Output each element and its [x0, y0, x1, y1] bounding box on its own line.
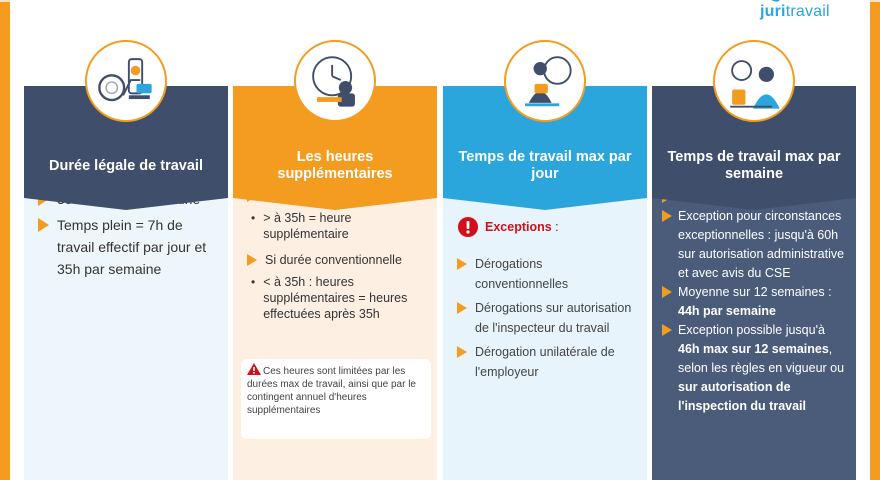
- bullet-arrow-icon: [662, 324, 672, 336]
- list-item: [457, 342, 635, 382]
- column-title: Temps de travail max par semaine: [667, 149, 841, 182]
- list-item: [662, 283, 848, 321]
- item-text-part: , selon les règles en vigueur ou: [678, 342, 845, 375]
- item-text: [678, 283, 848, 321]
- list-item: [457, 298, 635, 338]
- item-text: Temps plein = 7h de travail effectif par jour et 35h par semaine: [57, 217, 207, 277]
- bullet-arrow-icon: [38, 218, 49, 232]
- bullet-arrow-icon: [247, 254, 257, 266]
- body-max-daily: [443, 174, 647, 480]
- item-text-part: Exception possible jusqu'à: [678, 323, 825, 337]
- exceptions-colon: :: [551, 220, 559, 234]
- bullet-arrow-icon: [457, 346, 467, 358]
- item-text: Dérogations sur autorisation de l'inspecteur du travail: [475, 301, 632, 335]
- exclamation-icon: [457, 216, 479, 238]
- exceptions-label: [485, 220, 559, 234]
- item-text: < à 35h : heures supplémentaires = heures effectuées après 35h: [263, 275, 408, 321]
- warning-note-text: Ces heures sont limitées par les durées max de travail, ainsi que par le contingent annuel d'heures supplémentaires: [247, 366, 416, 416]
- sub-list-item: [247, 210, 425, 242]
- column-max-weekly: [652, 40, 856, 480]
- item-text: Dérogation unilatérale de l'employeur: [475, 345, 615, 379]
- exceptions-heading: [457, 216, 635, 238]
- logo-text: [760, 3, 830, 21]
- warning-note: [241, 359, 431, 439]
- item-text: Si durée conventionnelle: [265, 253, 402, 267]
- exceptions-label-text: Exceptions: [485, 220, 552, 234]
- bullet-dot-icon: •: [251, 275, 256, 289]
- clock-overwork-icon: [294, 40, 376, 122]
- item-text-bold: 46h max sur 12 semaines: [678, 342, 829, 356]
- clock-desk-person-icon: [713, 40, 795, 122]
- item-text: [678, 321, 848, 416]
- bullet-arrow-icon: [457, 302, 467, 314]
- logo-text-bold: juri: [760, 3, 786, 20]
- bicycle-person-laptop-icon: [85, 40, 167, 122]
- column-title: Les heures supplémentaires: [277, 149, 393, 182]
- bullet-arrow-icon: [662, 210, 672, 222]
- logo-text-rest: travail: [785, 3, 830, 20]
- bullet-arrow-icon: [662, 286, 672, 298]
- bullet-dot-icon: •: [251, 211, 256, 225]
- item-text: Exception pour circonstances exceptionnelles : jusqu'à 60h sur autorisation administrative et avec avis du CSE: [678, 209, 845, 280]
- column-title: Temps de travail max par jour: [458, 149, 632, 182]
- item-text: > à 35h = heure supplémentaire: [263, 211, 352, 241]
- meditation-clock-icon: [504, 40, 586, 122]
- item-text-part: Moyenne sur 12 semaines :: [678, 285, 832, 299]
- warning-icon: [247, 363, 261, 375]
- body-overtime: [233, 174, 437, 480]
- juritravail-logo: [760, 0, 846, 24]
- item-text: Dérogations conventionnelles: [475, 257, 569, 291]
- column-legal-duration: [24, 40, 228, 480]
- list-item: [457, 254, 635, 294]
- list-item: [662, 321, 848, 416]
- list-item: [38, 214, 216, 280]
- column-max-daily: [443, 40, 647, 480]
- list-item: [247, 252, 425, 268]
- item-text-bold: sur autorisation de l'inspection du travail: [678, 380, 806, 413]
- body-legal-duration: [24, 174, 228, 480]
- column-title: Durée légale de travail: [49, 157, 203, 174]
- sub-list-item: [247, 274, 425, 322]
- item-text-bold: 44h par semaine: [678, 304, 776, 318]
- bullet-arrow-icon: [457, 258, 467, 270]
- column-overtime: [233, 40, 437, 480]
- body-max-weekly: [652, 174, 856, 480]
- list-item: [662, 207, 848, 283]
